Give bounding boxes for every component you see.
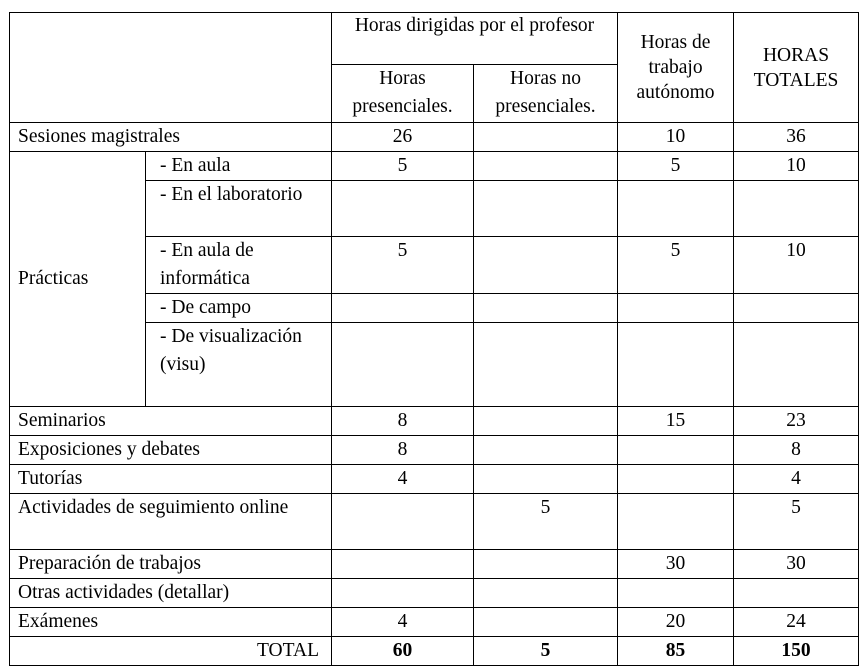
table-row <box>10 608 859 637</box>
table-row <box>10 123 859 152</box>
cell-presenciales: 5 <box>332 152 474 181</box>
cell-autonomo <box>618 294 734 323</box>
total-autonomo: 85 <box>618 637 734 666</box>
cell-total <box>734 294 859 323</box>
table-row <box>10 436 859 465</box>
row-sublabel: - En aula <box>146 152 332 181</box>
cell-total: 24 <box>734 608 859 637</box>
cell-autonomo: 15 <box>618 407 734 436</box>
cell-autonomo: 20 <box>618 608 734 637</box>
cell-presenciales <box>332 294 474 323</box>
header-autonomo: Horas de trabajo autónomo <box>618 13 734 123</box>
cell-no-presenciales <box>474 579 618 608</box>
cell-no-presenciales <box>474 123 618 152</box>
cell-total <box>734 181 859 237</box>
cell-presenciales: 26 <box>332 123 474 152</box>
cell-total: 30 <box>734 550 859 579</box>
cell-no-presenciales <box>474 550 618 579</box>
cell-presenciales <box>332 494 474 550</box>
hours-table <box>9 12 859 666</box>
cell-presenciales <box>332 550 474 579</box>
table-row <box>10 152 859 181</box>
table-row <box>10 550 859 579</box>
row-group-label: Prácticas <box>10 152 146 407</box>
row-label: Preparación de trabajos <box>10 550 332 579</box>
cell-autonomo <box>618 436 734 465</box>
table-row <box>10 494 859 550</box>
cell-no-presenciales: 5 <box>474 494 618 550</box>
cell-presenciales <box>332 579 474 608</box>
table-row <box>10 465 859 494</box>
row-label: Exposiciones y debates <box>10 436 332 465</box>
cell-total: 36 <box>734 123 859 152</box>
cell-no-presenciales <box>474 465 618 494</box>
total-row <box>10 637 859 666</box>
table-row <box>10 407 859 436</box>
cell-no-presenciales <box>474 181 618 237</box>
cell-total <box>734 323 859 407</box>
cell-autonomo: 5 <box>618 237 734 294</box>
cell-total: 10 <box>734 237 859 294</box>
cell-no-presenciales <box>474 436 618 465</box>
cell-presenciales: 8 <box>332 407 474 436</box>
cell-no-presenciales <box>474 294 618 323</box>
cell-no-presenciales <box>474 608 618 637</box>
cell-no-presenciales <box>474 237 618 294</box>
table-row <box>10 579 859 608</box>
row-label: Otras actividades (detallar) <box>10 579 332 608</box>
cell-total <box>734 579 859 608</box>
cell-presenciales: 4 <box>332 465 474 494</box>
cell-total: 4 <box>734 465 859 494</box>
cell-autonomo <box>618 323 734 407</box>
cell-autonomo: 10 <box>618 123 734 152</box>
row-sublabel: - De visualización (visu) <box>146 323 332 407</box>
row-label: Tutorías <box>10 465 332 494</box>
cell-autonomo <box>618 465 734 494</box>
total-label: TOTAL <box>10 637 332 666</box>
cell-presenciales <box>332 181 474 237</box>
header-row <box>10 13 859 65</box>
cell-autonomo <box>618 181 734 237</box>
header-no-presenciales: Horas no presenciales. <box>474 65 618 123</box>
cell-presenciales: 4 <box>332 608 474 637</box>
cell-autonomo <box>618 579 734 608</box>
cell-presenciales: 5 <box>332 237 474 294</box>
cell-autonomo <box>618 494 734 550</box>
cell-autonomo: 30 <box>618 550 734 579</box>
row-sublabel: - De campo <box>146 294 332 323</box>
row-sublabel: - En aula de informática <box>146 237 332 294</box>
row-sublabel: - En el laboratorio <box>146 181 332 237</box>
cell-presenciales: 8 <box>332 436 474 465</box>
row-label: Seminarios <box>10 407 332 436</box>
cell-total: 5 <box>734 494 859 550</box>
header-group-directed: Horas dirigidas por el profesor <box>332 13 618 65</box>
cell-presenciales <box>332 323 474 407</box>
cell-total: 8 <box>734 436 859 465</box>
header-totales: HORAS TOTALES <box>734 13 859 123</box>
total-total: 150 <box>734 637 859 666</box>
total-no-presenciales: 5 <box>474 637 618 666</box>
cell-autonomo: 5 <box>618 152 734 181</box>
total-presenciales: 60 <box>332 637 474 666</box>
cell-total: 10 <box>734 152 859 181</box>
row-label: Exámenes <box>10 608 332 637</box>
cell-total: 23 <box>734 407 859 436</box>
cell-no-presenciales <box>474 152 618 181</box>
cell-no-presenciales <box>474 407 618 436</box>
header-empty-cell <box>10 13 332 123</box>
row-label: Sesiones magistrales <box>10 123 332 152</box>
row-label: Actividades de seguimiento online <box>10 494 332 550</box>
header-presenciales: Horas presenciales. <box>332 65 474 123</box>
cell-no-presenciales <box>474 323 618 407</box>
